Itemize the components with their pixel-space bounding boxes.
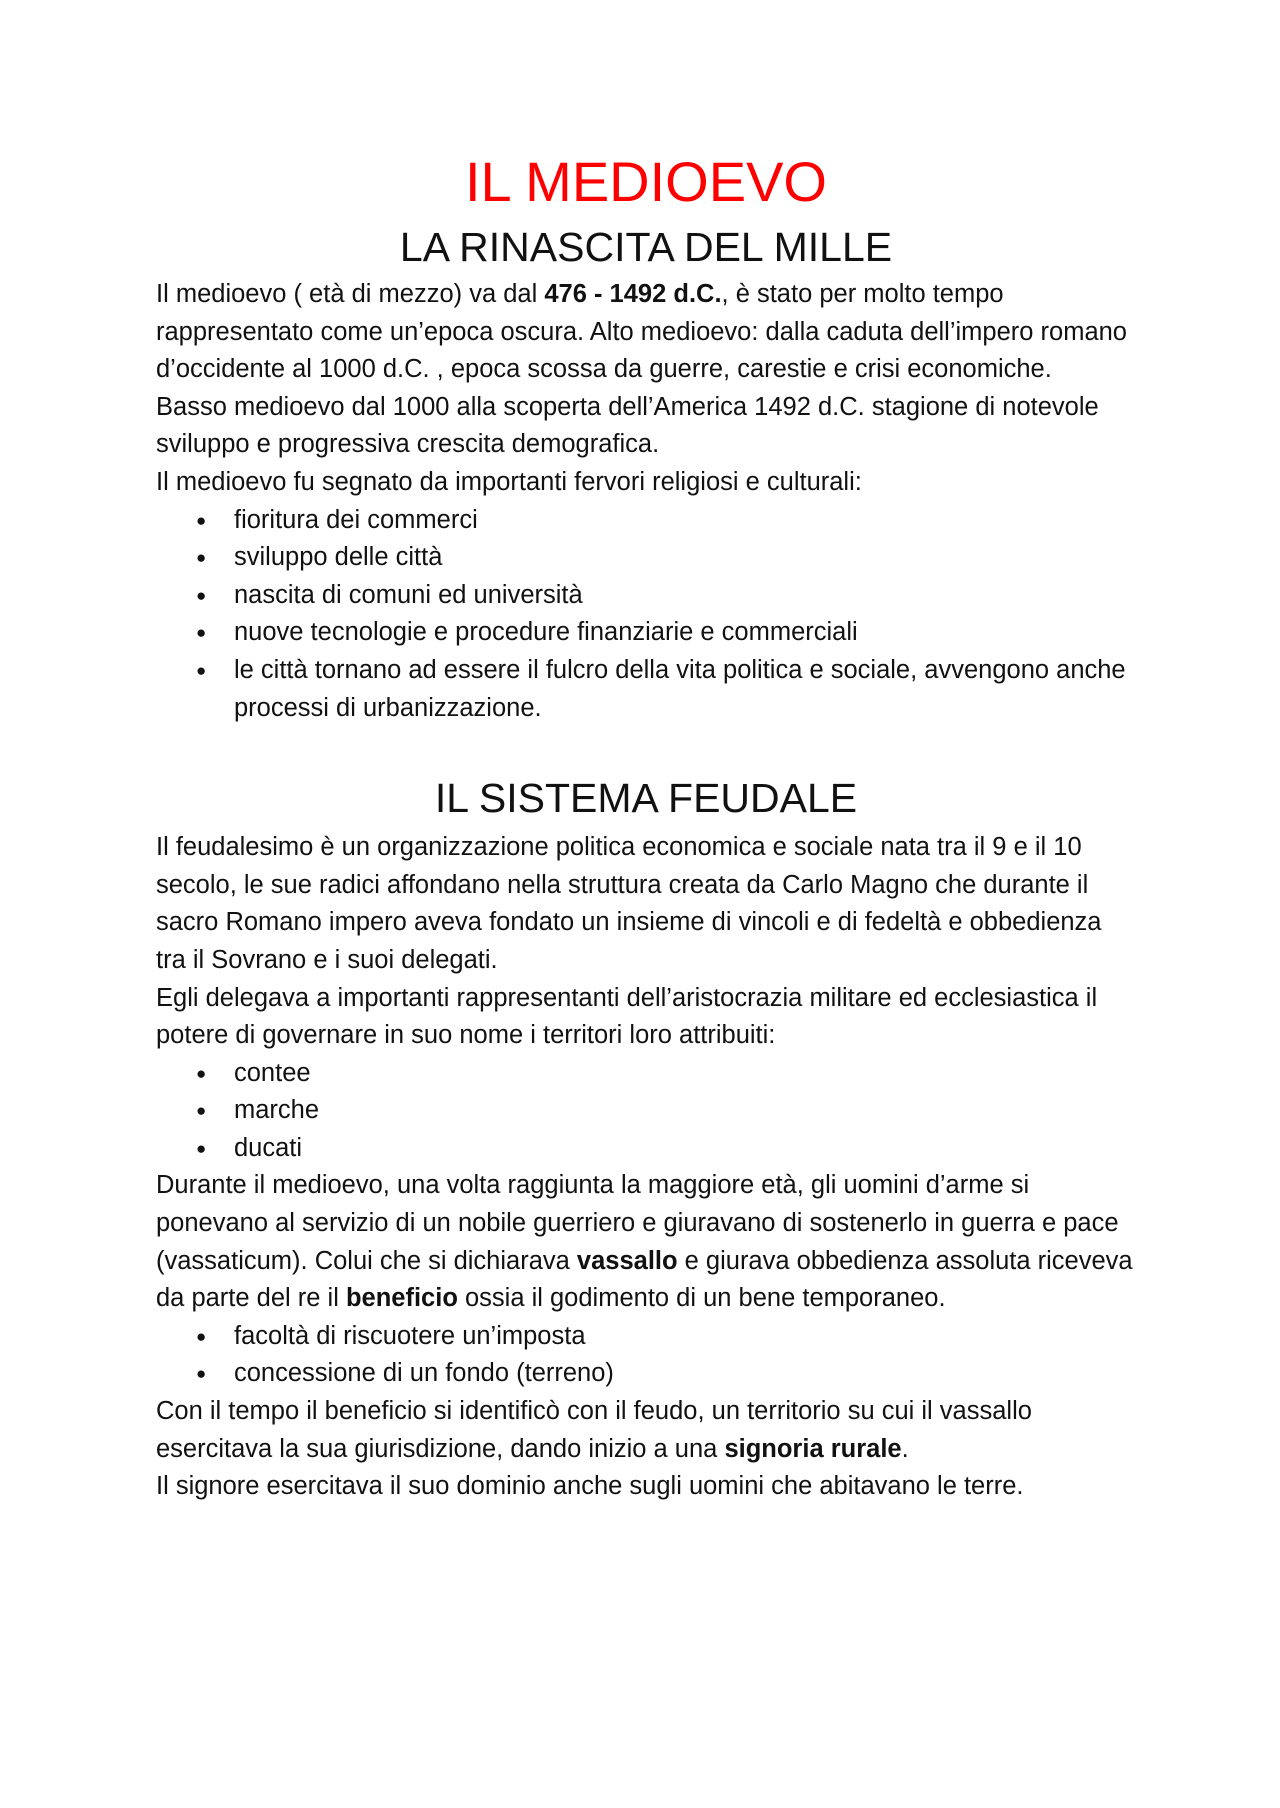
list-item: ● le città tornano ad essere il fulcro della vita politica e sociale, avvengono anche processi di urbanizzazione. [234, 652, 1136, 727]
paragraph: Il signore esercitava il suo dominio anche sugli uomini che abitavano le terre. [156, 1472, 1024, 1501]
list-item: ● nascita di comuni ed università [234, 577, 1136, 615]
bold-vassallo: vassallo [576, 1246, 678, 1275]
bold-dates: 476 - 1492 d.C. [544, 280, 722, 308]
document-page [156, 150, 1136, 1506]
text-run: Il medioevo ( età di mezzo) va dal [156, 280, 545, 308]
paragraph [156, 1393, 1136, 1468]
bullet-list-territori [156, 1055, 1136, 1168]
bullet-list-beneficio [156, 1318, 1136, 1393]
list-item: ● concessione di un fondo (terreno) [234, 1355, 1136, 1393]
section-feudale [156, 829, 1136, 1506]
paragraph [156, 1167, 1136, 1317]
section-heading-feudale: IL SISTEMA FEUDALE [434, 775, 858, 822]
list-item: ● ducati [234, 1130, 1136, 1168]
text-run: Con il tempo il beneficio si identificò con il feudo, un territorio su cui il vassallo esercitava la sua giurisdizione, dando inizio a una [156, 1397, 1032, 1463]
list-item: ● contee [234, 1055, 1136, 1093]
bold-signoria-rurale: signoria rurale [724, 1434, 902, 1463]
text-run: ossia il godimento di un bene temporaneo. [457, 1284, 946, 1313]
paragraph: Basso medioevo dal 1000 alla scoperta dell’America 1492 d.C. stagione di notevole sviluppo e progressiva crescita demografica. [156, 392, 1099, 459]
text-run: . [901, 1434, 909, 1463]
page-title: IL MEDIOEVO [464, 150, 827, 213]
list-item: ● fioritura dei commerci [234, 502, 1136, 540]
text-run: Durante il medioevo, una volta raggiunta la maggiore età, gli uomini d’arme si ponevano al servizio di un nobile guerriero e giuravano di sostenerlo in guerra e pace (vassaticum). Colui che si dichiarava [156, 1171, 1119, 1275]
paragraph [156, 276, 1136, 389]
paragraph: Il feudalesimo è un organizzazione politica economica e sociale nata tra il 9 e il 10 secolo, le sue radici affondano nella struttura creata da Carlo Magno che durante il sacro Romano impero aveva fondato un insieme di vincoli e di fedeltà e obbedienza tra il Sovrano e i suoi delegati. [156, 833, 1102, 974]
list-item: ● facoltà di riscuotere un’imposta [234, 1318, 1136, 1356]
section-heading-rinascita: LA RINASCITA DEL MILLE [399, 224, 893, 270]
list-item: ● marche [234, 1092, 1136, 1130]
bold-beneficio: beneficio [345, 1284, 458, 1313]
text-run: e giurava obbedienza assoluta riceveva da parte del re il [156, 1246, 1133, 1313]
list-item: ● sviluppo delle città [234, 539, 1136, 577]
paragraph: Egli delegava a importanti rappresentanti dell’aristocrazia militare ed ecclesiastica il potere di governare in suo nome i territori loro attribuiti: [156, 983, 1098, 1050]
section-rinascita [156, 276, 1136, 727]
list-item: ● nuove tecnologie e procedure finanziarie e commerciali [234, 614, 1136, 652]
paragraph: Il medioevo fu segnato da importanti fervori religiosi e culturali: [156, 467, 862, 496]
bullet-list-fervori [156, 502, 1136, 728]
text-run: , è stato per molto tempo rappresentato come un’epoca oscura. Alto medioevo: dalla caduta dell’impero romano d’occidente al 1000 d.C. , epoca scossa da guerre, carestie e crisi economiche. [156, 280, 1127, 384]
